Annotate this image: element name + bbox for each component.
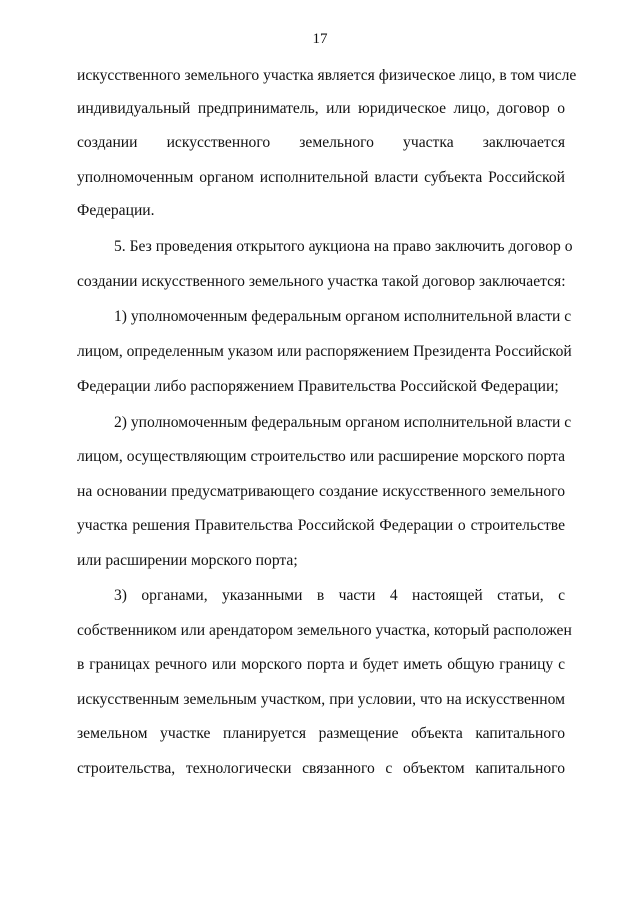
text-line: уполномоченным органом исполнительной власти субъекта Российской: [77, 169, 565, 186]
text-line: на основании предусматривающего создание искусственного земельного: [77, 483, 565, 500]
text-line: земельном участке планируется размещение объекта капитального: [77, 725, 565, 742]
text-line: 3) органами, указанными в части 4 настоящей статьи, с: [114, 587, 565, 604]
text-line: искусственного земельного участка является физическое лицо, в том числе: [77, 67, 577, 84]
text-line: лицом, осуществляющим строительство или расширение морского порта: [77, 448, 565, 465]
text-line: в границах речного или морского порта и будет иметь общую границу с: [77, 656, 565, 673]
text-line: участка решения Правительства Российской Федерации о строительстве: [77, 517, 565, 534]
page-number: 17: [312, 31, 328, 47]
text-line: индивидуальный предприниматель, или юридическое лицо, договор о: [77, 100, 565, 117]
text-line: лицом, определенным указом или распоряжением Президента Российской: [77, 343, 572, 360]
text-line: Федерации либо распоряжением Правительства Российской Федерации;: [77, 378, 559, 395]
text-line: создании искусственного земельного участка заключается: [77, 134, 565, 151]
text-line: собственником или арендатором земельного участка, который расположен: [77, 622, 572, 639]
text-line: создании искусственного земельного участка такой договор заключается:: [77, 273, 566, 290]
text-line: 5. Без проведения открытого аукциона на право заключить договор о: [114, 238, 573, 255]
text-line: 2) уполномоченным федеральным органом исполнительной власти с: [114, 414, 572, 431]
text-line: строительства, технологически связанного с объектом капитального: [77, 760, 565, 777]
text-line: искусственным земельным участком, при условии, что на искусственном: [77, 691, 565, 708]
text-line: Федерации.: [77, 202, 155, 219]
text-line: или расширении морского порта;: [77, 552, 298, 569]
text-line: 1) уполномоченным федеральным органом исполнительной власти с: [114, 308, 572, 325]
